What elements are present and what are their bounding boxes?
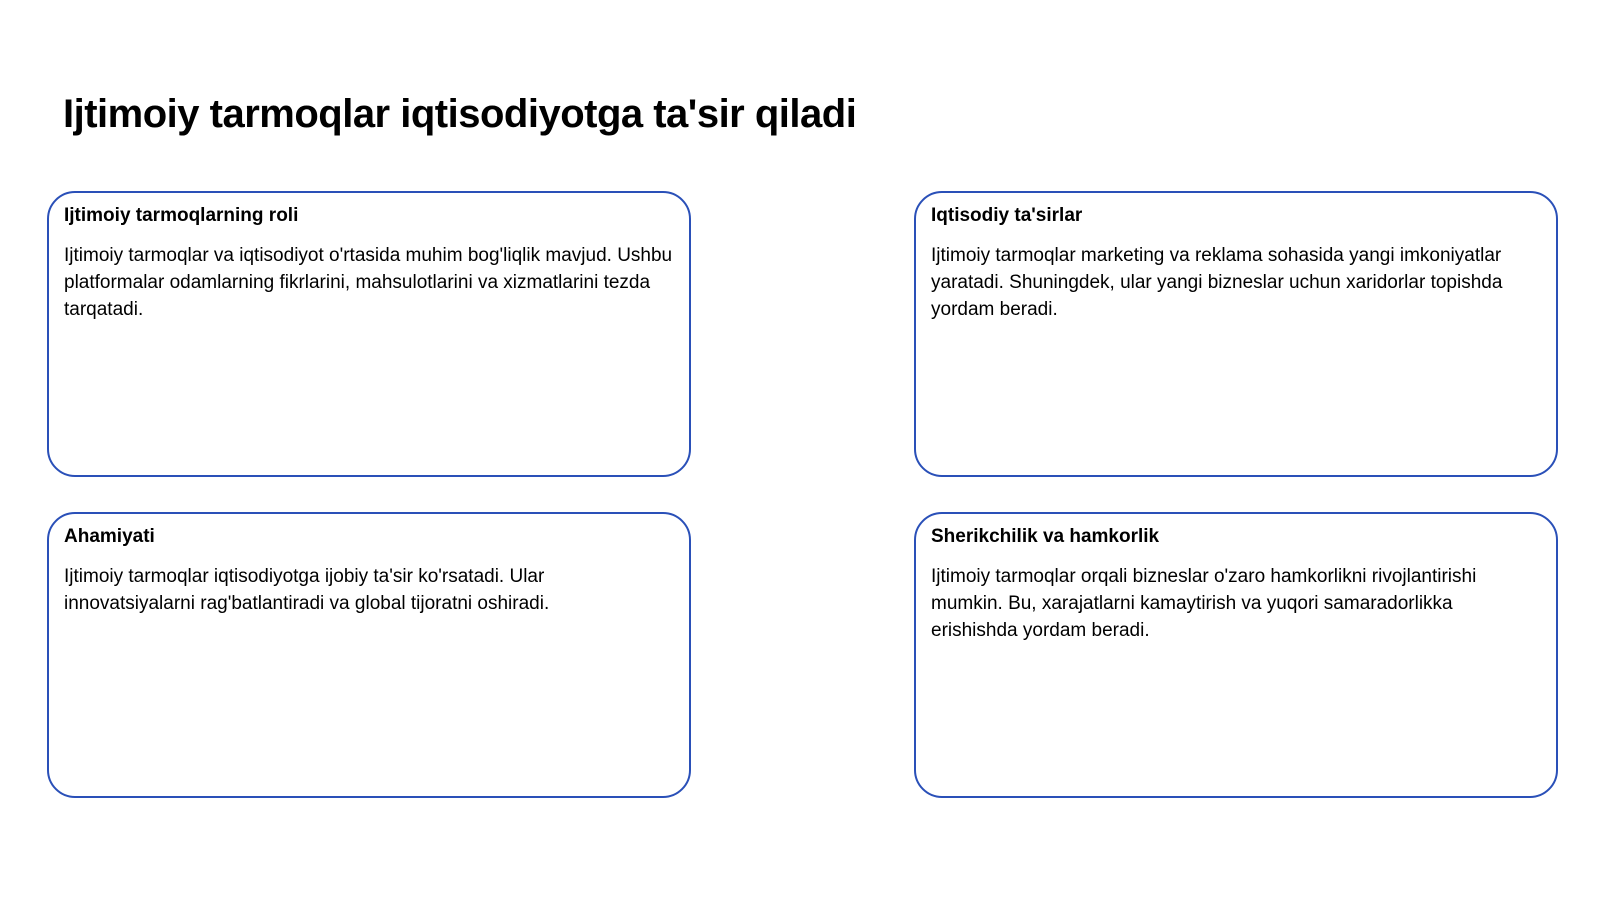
card-body: Ijtimoiy tarmoqlar va iqtisodiyot o'rtasida muhim bog'liqlik mavjud. Ushbu platformalar odamlarning fikrlarini, mahsulotlarini va xizmatlarini tezda tarqatadi. xyxy=(64,245,673,320)
card-heading: Iqtisodiy ta'sirlar xyxy=(931,205,1083,226)
card-partnership-collaboration xyxy=(914,512,1558,798)
card-body: Ijtimoiy tarmoqlar iqtisodiyotga ijobiy ta'sir ko'rsatadi. Ular innovatsiyalarni rag'batlantiradi va global tijoratni oshiradi. xyxy=(64,566,550,614)
card-heading: Sherikchilik va hamkorlik xyxy=(931,526,1160,547)
slide-title: Ijtimoiy tarmoqlar iqtisodiyotga ta'sir qiladi xyxy=(63,92,857,136)
card-importance xyxy=(47,512,691,798)
card-body: Ijtimoiy tarmoqlar orqali bizneslar o'zaro hamkorlikni rivojlantirishi mumkin. Bu, xarajatlarni kamaytirish va yuqori samaradorlikka erishishda yordam beradi. xyxy=(931,566,1477,641)
card-body: Ijtimoiy tarmoqlar marketing va reklama sohasida yangi imkoniyatlar yaratadi. Shuningdek, ular yangi bizneslar uchun xaridorlar topishda yordam beradi. xyxy=(931,245,1503,320)
card-heading: Ahamiyati xyxy=(64,526,155,547)
card-social-networks-role xyxy=(47,191,691,477)
card-economic-impacts xyxy=(914,191,1558,477)
card-heading: Ijtimoiy tarmoqlarning roli xyxy=(64,205,299,226)
